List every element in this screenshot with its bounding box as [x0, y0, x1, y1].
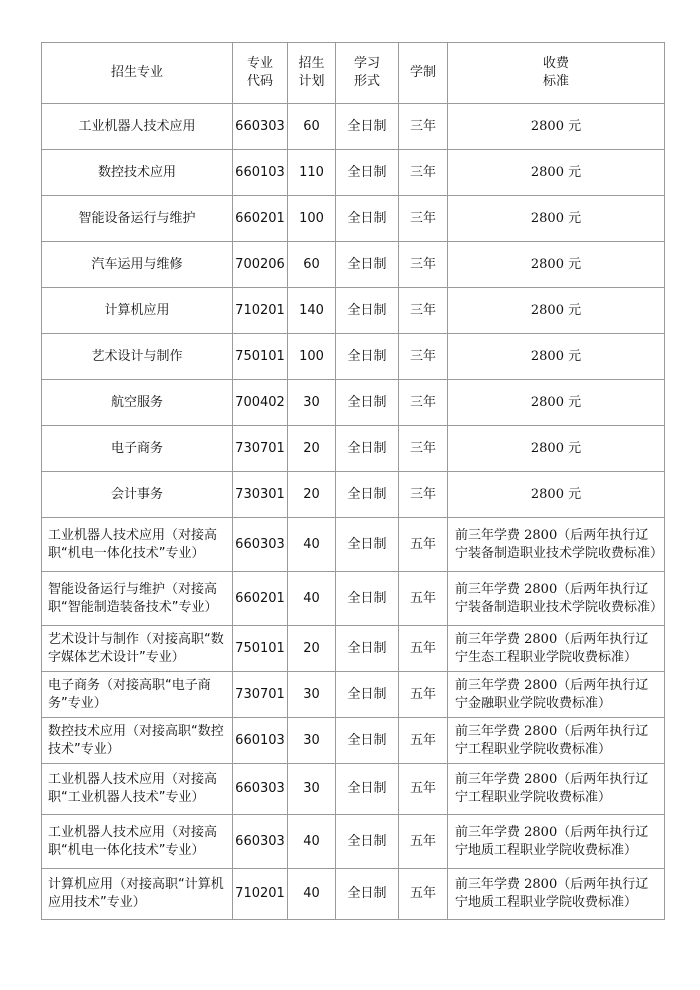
header-mode-text: 学习形式: [353, 56, 380, 89]
cell-code: 660303: [233, 518, 288, 572]
cell-plan: 100: [288, 334, 336, 380]
table-row: [42, 104, 665, 150]
cell-duration: 三年: [399, 104, 448, 150]
cell-plan: 30: [288, 718, 336, 764]
cell-plan: 30: [288, 764, 336, 815]
cell-code: 660103: [233, 718, 288, 764]
cell-fee: 前三年学费 2800（后两年执行辽宁工程职业学院收费标准）: [448, 764, 665, 815]
cell-major: 智能设备运行与维护（对接高职“智能制造装备技术”专业）: [42, 572, 233, 626]
header-row: [42, 43, 665, 104]
cell-plan: 40: [288, 572, 336, 626]
cell-code: 660201: [233, 572, 288, 626]
header-duration: 学制: [399, 43, 448, 104]
table-row: [42, 764, 665, 815]
cell-fee: 2800 元: [448, 472, 665, 518]
cell-major: 工业机器人技术应用: [42, 104, 233, 150]
header-code: [233, 43, 288, 104]
cell-mode: 全日制: [336, 334, 399, 380]
cell-code: 700402: [233, 380, 288, 426]
cell-major: 电子商务: [42, 426, 233, 472]
cell-duration: 五年: [399, 518, 448, 572]
header-plan-text: 招生计划: [298, 56, 325, 89]
cell-code: 750101: [233, 626, 288, 672]
header-major: 招生专业: [42, 43, 233, 104]
cell-mode: 全日制: [336, 869, 399, 920]
cell-mode: 全日制: [336, 242, 399, 288]
cell-code: 730701: [233, 426, 288, 472]
cell-mode: 全日制: [336, 288, 399, 334]
cell-major: 计算机应用: [42, 288, 233, 334]
cell-fee: 2800 元: [448, 334, 665, 380]
cell-duration: 三年: [399, 426, 448, 472]
cell-fee: 2800 元: [448, 150, 665, 196]
table-row: [42, 518, 665, 572]
cell-duration: 五年: [399, 672, 448, 718]
cell-plan: 100: [288, 196, 336, 242]
table-row: [42, 472, 665, 518]
cell-mode: 全日制: [336, 104, 399, 150]
cell-plan: 40: [288, 518, 336, 572]
cell-major: 艺术设计与制作: [42, 334, 233, 380]
cell-fee: 2800 元: [448, 380, 665, 426]
cell-code: 710201: [233, 288, 288, 334]
cell-duration: 五年: [399, 869, 448, 920]
cell-fee: 前三年学费 2800（后两年执行辽宁装备制造职业技术学院收费标准）: [448, 572, 665, 626]
cell-code: 660303: [233, 764, 288, 815]
cell-code: 660201: [233, 196, 288, 242]
cell-code: 660303: [233, 815, 288, 869]
cell-duration: 五年: [399, 764, 448, 815]
cell-duration: 五年: [399, 815, 448, 869]
cell-code: 710201: [233, 869, 288, 920]
header-code-text: 专业代码: [246, 56, 273, 89]
table-row: [42, 288, 665, 334]
cell-major: 工业机器人技术应用（对接高职“工业机器人技术”专业）: [42, 764, 233, 815]
header-plan: [288, 43, 336, 104]
cell-fee: 前三年学费 2800（后两年执行辽宁地质工程职业学院收费标准）: [448, 815, 665, 869]
cell-mode: 全日制: [336, 380, 399, 426]
table-row: [42, 242, 665, 288]
cell-code: 660103: [233, 150, 288, 196]
cell-mode: 全日制: [336, 815, 399, 869]
cell-mode: 全日制: [336, 764, 399, 815]
cell-mode: 全日制: [336, 196, 399, 242]
cell-plan: 60: [288, 104, 336, 150]
cell-major: 电子商务（对接高职“电子商务”专业）: [42, 672, 233, 718]
cell-fee: 2800 元: [448, 104, 665, 150]
cell-fee: 前三年学费 2800（后两年执行辽宁工程职业学院收费标准）: [448, 718, 665, 764]
cell-code: 750101: [233, 334, 288, 380]
cell-duration: 三年: [399, 288, 448, 334]
cell-duration: 五年: [399, 718, 448, 764]
cell-mode: 全日制: [336, 572, 399, 626]
cell-major: 计算机应用（对接高职“计算机应用技术”专业）: [42, 869, 233, 920]
cell-duration: 三年: [399, 150, 448, 196]
cell-fee: 2800 元: [448, 288, 665, 334]
cell-duration: 五年: [399, 626, 448, 672]
cell-duration: 三年: [399, 472, 448, 518]
cell-fee: 2800 元: [448, 242, 665, 288]
cell-plan: 30: [288, 672, 336, 718]
header-fee-text: 收费标准: [542, 56, 569, 89]
cell-major: 汽车运用与维修: [42, 242, 233, 288]
cell-mode: 全日制: [336, 150, 399, 196]
cell-mode: 全日制: [336, 718, 399, 764]
cell-fee: 2800 元: [448, 196, 665, 242]
cell-code: 700206: [233, 242, 288, 288]
cell-duration: 三年: [399, 242, 448, 288]
cell-code: 730301: [233, 472, 288, 518]
table-row: [42, 815, 665, 869]
cell-mode: 全日制: [336, 626, 399, 672]
cell-major: 数控技术应用: [42, 150, 233, 196]
cell-plan: 40: [288, 815, 336, 869]
cell-plan: 60: [288, 242, 336, 288]
cell-plan: 20: [288, 472, 336, 518]
cell-duration: 五年: [399, 572, 448, 626]
cell-mode: 全日制: [336, 426, 399, 472]
cell-plan: 140: [288, 288, 336, 334]
cell-plan: 20: [288, 626, 336, 672]
cell-plan: 110: [288, 150, 336, 196]
cell-fee: 2800 元: [448, 426, 665, 472]
cell-plan: 20: [288, 426, 336, 472]
table-row: [42, 572, 665, 626]
table-row: [42, 150, 665, 196]
cell-major: 工业机器人技术应用（对接高职“机电一体化技术”专业）: [42, 815, 233, 869]
cell-major: 数控技术应用（对接高职“数控技术”专业）: [42, 718, 233, 764]
cell-major: 智能设备运行与维护: [42, 196, 233, 242]
table-row: [42, 380, 665, 426]
cell-mode: 全日制: [336, 672, 399, 718]
table-row: [42, 334, 665, 380]
cell-major: 艺术设计与制作（对接高职“数字媒体艺术设计”专业）: [42, 626, 233, 672]
cell-mode: 全日制: [336, 518, 399, 572]
cell-plan: 30: [288, 380, 336, 426]
cell-mode: 全日制: [336, 472, 399, 518]
cell-code: 660303: [233, 104, 288, 150]
cell-code: 730701: [233, 672, 288, 718]
table-row: [42, 718, 665, 764]
cell-duration: 三年: [399, 380, 448, 426]
cell-fee: 前三年学费 2800（后两年执行辽宁地质工程职业学院收费标准）: [448, 869, 665, 920]
cell-major: 航空服务: [42, 380, 233, 426]
table-row: [42, 626, 665, 672]
header-mode: [336, 43, 399, 104]
cell-duration: 三年: [399, 334, 448, 380]
table-row: [42, 196, 665, 242]
cell-major: 工业机器人技术应用（对接高职“机电一体化技术”专业）: [42, 518, 233, 572]
enrollment-table: [41, 42, 665, 920]
table-row: [42, 869, 665, 920]
cell-plan: 40: [288, 869, 336, 920]
cell-fee: 前三年学费 2800（后两年执行辽宁金融职业学院收费标准）: [448, 672, 665, 718]
cell-duration: 三年: [399, 196, 448, 242]
cell-fee: 前三年学费 2800（后两年执行辽宁生态工程职业学院收费标准）: [448, 626, 665, 672]
table-row: [42, 426, 665, 472]
cell-major: 会计事务: [42, 472, 233, 518]
cell-fee: 前三年学费 2800（后两年执行辽宁装备制造职业技术学院收费标准）: [448, 518, 665, 572]
header-fee: [448, 43, 665, 104]
table-row: [42, 672, 665, 718]
